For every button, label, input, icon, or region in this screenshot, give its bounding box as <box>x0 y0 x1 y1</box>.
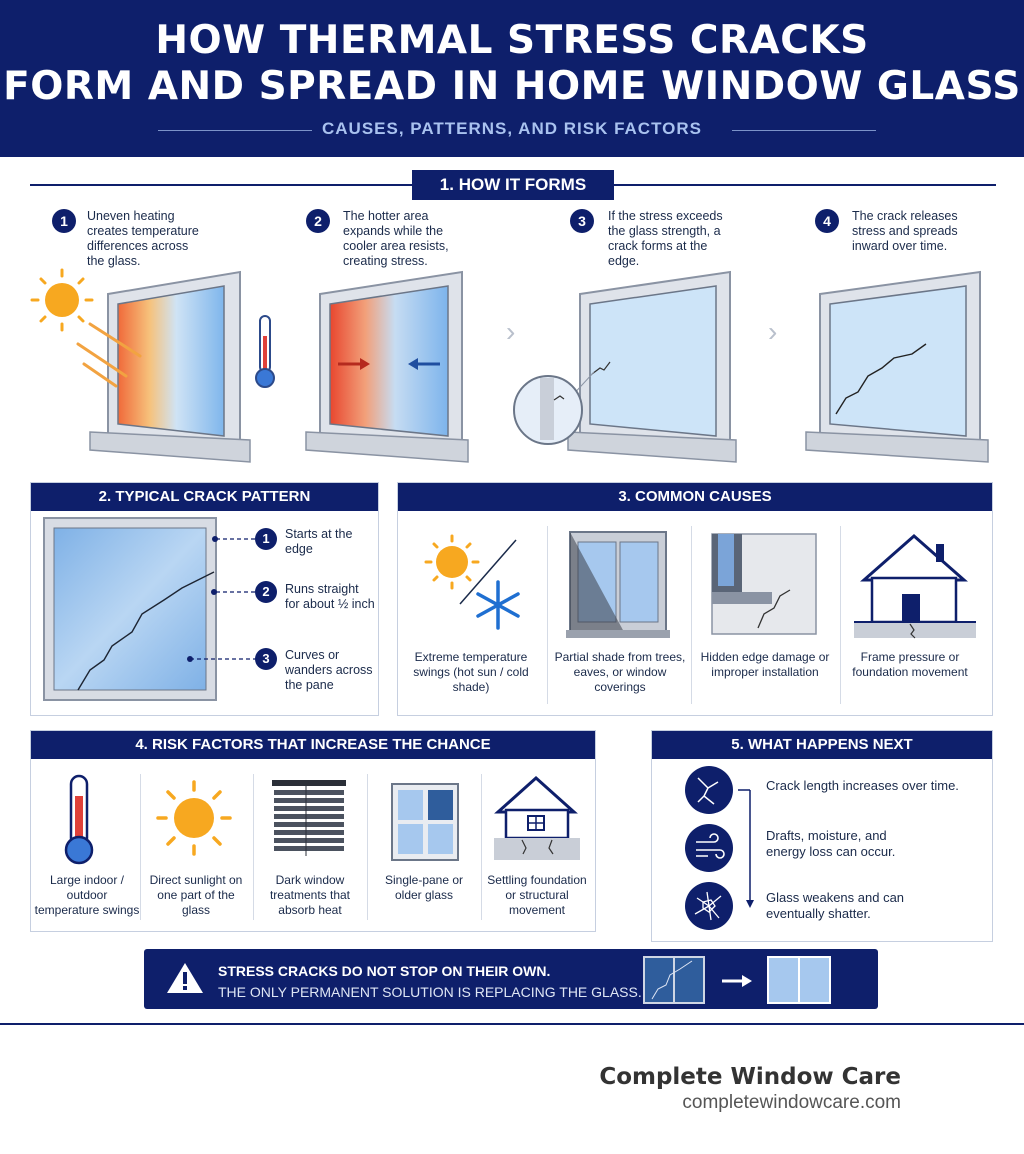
arrow-right-icon <box>722 975 752 987</box>
divider <box>253 774 254 920</box>
what-next-title: 5. WHAT HAPPENS NEXT <box>652 731 992 759</box>
what-next-icons <box>684 766 764 934</box>
cause-text: Frame pressure or foundation movement <box>852 650 968 679</box>
step-text: Uneven heating creates temperature differences across the glass. <box>87 209 199 268</box>
expansion-stress-illustration <box>300 264 480 470</box>
warning-icon <box>166 961 204 995</box>
pattern-point-text: Starts at the edge <box>285 527 353 556</box>
chevron-right-icon: › <box>506 316 516 347</box>
banner-line1: STRESS CRACKS DO NOT STOP ON THEIR OWN. <box>218 963 551 979</box>
thermometer-icon <box>60 774 100 868</box>
risk-text: Dark window treatments that absorb heat <box>269 873 351 917</box>
common-causes-title: 3. COMMON CAUSES <box>398 483 992 511</box>
shatter-icon <box>685 882 733 930</box>
page-title-line2: FORM AND SPREAD IN HOME WINDOW GLASS <box>3 64 1021 109</box>
page-subtitle: CAUSES, PATTERNS, AND RISK FACTORS <box>321 119 702 138</box>
step-number: 1 <box>52 209 76 233</box>
sun-icon <box>154 778 234 858</box>
page-title-line1: HOW THERMAL STRESS CRACKS <box>155 18 869 63</box>
step-text: The hotter area expands while the cooler area resists, creating stress. <box>343 209 449 268</box>
divider <box>481 774 482 920</box>
edge-crack-illustration <box>510 264 746 470</box>
edge-damage-icon <box>710 532 820 638</box>
shaded-window-icon <box>564 530 676 642</box>
pattern-point-number: 3 <box>255 648 277 670</box>
spreading-crack-illustration <box>800 264 1000 474</box>
what-next-text: Crack length increases over time. <box>766 778 959 793</box>
step-number: 3 <box>570 209 594 233</box>
settling-house-icon <box>492 774 582 864</box>
what-next-text: Glass weakens and can eventually shatter. <box>766 890 905 921</box>
sun-icon <box>32 270 92 330</box>
sun-snowflake-icon <box>418 532 522 636</box>
divider <box>547 526 548 704</box>
crack-pattern-illustration <box>42 514 274 706</box>
step-text: The crack releases stress and spreads inward over time. <box>852 209 958 253</box>
what-next-text: Drafts, moisture, and energy loss can occur. <box>766 828 896 859</box>
header-banner <box>0 0 1024 157</box>
bottom-rule <box>0 1023 1024 1025</box>
pattern-point-number: 1 <box>255 528 277 550</box>
cause-text: Partial shade from trees, eaves, or window coverings <box>554 650 686 694</box>
replace-glass-illustration <box>642 955 834 1005</box>
risk-text: Direct sunlight on one part of the glass <box>149 873 243 917</box>
magnifier-icon <box>514 376 582 444</box>
uneven-heating-illustration <box>28 264 288 470</box>
risk-text: Single-pane or older glass <box>384 873 464 902</box>
divider <box>691 526 692 704</box>
divider <box>140 774 141 920</box>
wind-icon <box>685 824 733 872</box>
cause-text: Extreme temperature swings (hot sun / cold shade) <box>413 650 529 694</box>
pattern-point-text: Runs straight for about ½ inch <box>285 582 375 611</box>
pattern-point-text: Curves or wanders across the pane <box>285 648 373 692</box>
step-number: 4 <box>815 209 839 233</box>
single-pane-window-icon <box>390 782 460 862</box>
risk-text: Large indoor / outdoor temperature swings <box>34 873 140 917</box>
divider <box>367 774 368 920</box>
chevron-right-icon: › <box>768 316 778 347</box>
blinds-icon <box>270 778 350 860</box>
crack-icon <box>685 766 733 814</box>
crack-pattern-title: 2. TYPICAL CRACK PATTERN <box>31 483 378 511</box>
risk-text: Settling foundation or structural movement <box>487 873 587 917</box>
brand-name: Complete Window Care <box>599 1064 901 1090</box>
step-number: 2 <box>306 209 330 233</box>
cause-text: Hidden edge damage or improper installation <box>700 650 830 679</box>
risk-factors-title: 4. RISK FACTORS THAT INCREASE THE CHANCE <box>31 731 595 759</box>
warning-banner <box>144 949 878 1009</box>
step-text: If the stress exceeds the glass strength, a crack forms at the edge. <box>608 209 723 268</box>
house-foundation-icon <box>852 530 978 648</box>
thermometer-icon <box>256 316 274 387</box>
divider <box>840 526 841 704</box>
section1-title: 1. HOW IT FORMS <box>412 170 614 200</box>
brand-url[interactable]: completewindowcare.com <box>682 1092 901 1113</box>
brand-block <box>599 1064 901 1114</box>
banner-line2: THE ONLY PERMANENT SOLUTION IS REPLACING THE GLASS. <box>218 984 642 1000</box>
pattern-point-number: 2 <box>255 581 277 603</box>
